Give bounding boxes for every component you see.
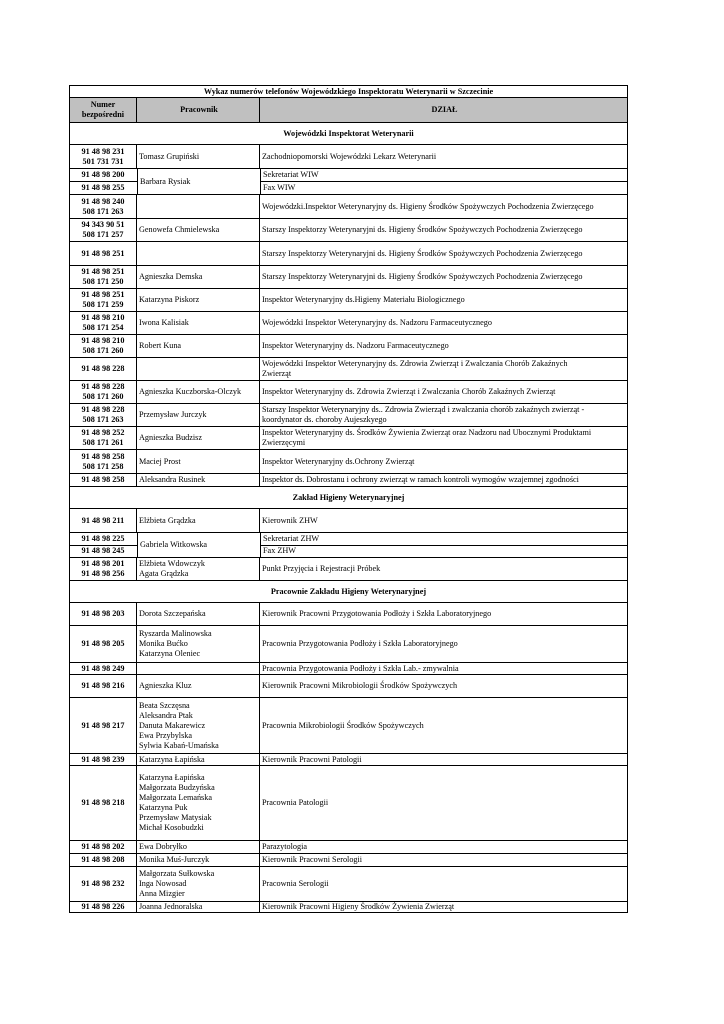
department: Kierownik Pracowni Serologii xyxy=(262,855,363,864)
phone-number: 91 48 98 216 xyxy=(70,675,137,697)
department: Inspektor Weterynaryjny ds. Nadzoru Farmaceutycznego xyxy=(262,341,449,350)
department: Kierownik Pracowni Mikrobiologii Środków Spożywczych xyxy=(262,681,458,690)
phone-number: 91 48 98 228 508 171 263 xyxy=(70,404,137,426)
phone-number: 91 48 98 258 xyxy=(70,474,137,486)
department: Sekretariat ZHW xyxy=(263,533,320,543)
phone-number: 91 48 98 217 xyxy=(70,698,137,753)
table-row xyxy=(70,357,627,380)
department: Parazytologia xyxy=(262,842,308,851)
department: Kierownik ZHW xyxy=(262,515,318,525)
table-row xyxy=(70,508,627,532)
employee-name: Genowefa Chmielewska xyxy=(137,219,260,241)
department: Sekretariat WIW xyxy=(263,170,319,179)
section-header xyxy=(70,486,627,508)
employee-name xyxy=(137,195,260,218)
employee-name: Maciej Prost xyxy=(137,450,260,473)
employee-name: Przemysław Jurczyk xyxy=(137,404,260,426)
department: Starszy Inspektorzy Weterynaryjni ds. Higieny Środków Spożywczych Pochodzenia Zwierzęcego xyxy=(262,272,583,281)
employee-name: Barbara Rysiak xyxy=(138,169,261,194)
table-row xyxy=(70,840,627,853)
department: Inspektor Weterynaryjny ds.Ochrony Zwierząt xyxy=(262,456,415,466)
employee-name xyxy=(137,242,260,265)
employee-name: Katarzyna Łapińska xyxy=(137,754,260,765)
section-header xyxy=(70,580,627,602)
department: Inspektor Weterynaryjny ds. Zdrowia Zwierząt i Zwalczania Chorób Zakaźnych Zwierząt xyxy=(262,387,556,396)
phone-number: 91 48 98 251 xyxy=(70,242,137,265)
phone-number: 91 48 98 258 508 171 258 xyxy=(70,450,137,473)
department: Starszy Inspektorzy Weterynaryjni ds. Higieny Środków Spożywczych Pochodzenia Zwierzęcego xyxy=(262,225,583,234)
header-dept: DZIAŁ xyxy=(260,98,627,122)
employee-name xyxy=(137,663,260,674)
table-row xyxy=(70,853,627,866)
employee-name: Ryszarda Malinowska Monika Bućko Katarzyna Oleniec xyxy=(137,626,260,662)
phone-directory-table xyxy=(69,85,628,913)
table-row xyxy=(70,194,627,218)
table-title-row xyxy=(70,86,627,97)
employee-name: Monika Muś-Jurczyk xyxy=(137,854,260,866)
employee-name: Aleksandra Rusinek xyxy=(137,474,260,486)
phone-number: 91 48 98 251 508 171 250 xyxy=(70,266,137,288)
phone-number: 91 48 98 255 xyxy=(81,183,125,192)
table-row xyxy=(70,602,627,625)
department: Pracownia Przygotowania Podłoży i Szkła Laboratoryjnego xyxy=(262,639,458,648)
table-row xyxy=(70,449,627,473)
department: Fax ZHW xyxy=(263,546,296,556)
employee-name: Beata Szczęsna Aleksandra Ptak Danuta Makarewicz Ewa Przybylska Sylwia Kabań-Umańska xyxy=(137,698,260,753)
employee-name: Katarzyna Piskorz xyxy=(137,289,260,311)
phone-number: 91 48 98 208 xyxy=(70,854,137,866)
table-row xyxy=(70,380,627,403)
department: Pracownia Serologii xyxy=(262,879,329,888)
employee-name: Agnieszka Kuczborska-Olczyk xyxy=(137,381,260,403)
table-row xyxy=(70,697,627,753)
phone-number: 91 48 98 232 xyxy=(70,867,137,901)
phone-number: 91 48 98 226 xyxy=(70,902,137,912)
department: Wojewódzki.Inspektor Weterynaryjny ds. Higieny Środków Spożywczych Pochodzenia Zwierzęcego xyxy=(262,201,594,211)
header-employee: Pracownik xyxy=(137,98,260,122)
phone-number: 91 48 98 239 xyxy=(70,754,137,765)
section-title-wiw: Wojewódzki Inspektorat Weterynarii xyxy=(283,128,414,138)
table-row xyxy=(70,753,627,765)
department: Zachodniopomorski Wojewódzki Lekarz Weterynarii xyxy=(262,151,437,161)
table-row xyxy=(70,241,627,265)
table-row xyxy=(70,473,627,486)
table-row xyxy=(70,866,627,901)
table-row xyxy=(70,557,627,580)
section-title-pzhw: Pracownie Zakładu Higieny Weterynaryjnej xyxy=(270,586,427,596)
department: Punkt Przyjęcia i Rejestracji Próbek xyxy=(262,564,381,573)
phone-number: 91 48 98 225 xyxy=(81,533,125,543)
table-row xyxy=(70,311,627,334)
employee-name: Iwona Kalisiak xyxy=(137,312,260,334)
department: Fax WIW xyxy=(263,183,296,192)
department: Pracownia Mikrobiologii Środków Spożywczych xyxy=(262,720,424,730)
phone-number: 94 343 90 51 508 171 257 xyxy=(70,219,137,241)
header-number: Numer bezpośredni xyxy=(70,98,137,122)
employee-name: Joanna Jednoralska xyxy=(137,902,260,912)
phone-number: 91 48 98 245 xyxy=(81,546,125,556)
table-row xyxy=(70,426,627,449)
table-row xyxy=(70,625,627,662)
phone-number: 91 48 98 202 xyxy=(70,841,137,853)
employee-name xyxy=(137,358,260,380)
phone-number: 91 48 98 201 91 48 98 256 xyxy=(70,558,137,580)
phone-number: 91 48 98 203 xyxy=(70,603,137,625)
table-row xyxy=(70,662,627,674)
phone-number: 91 48 98 249 xyxy=(70,663,137,674)
phone-number: 91 48 98 252 508 171 261 xyxy=(70,427,137,449)
employee-name: Dorota Szczepańska xyxy=(137,603,260,625)
phone-number: 91 48 98 210 508 171 254 xyxy=(70,312,137,334)
section-title-zhw: Zakład Higieny Weterynaryjnej xyxy=(292,492,405,502)
table-row xyxy=(70,532,627,557)
department: Inspektor ds. Dobrostanu i ochrony zwierząt w ramach kontroli wymogów wzajemnej zgodności xyxy=(262,475,579,484)
department: Pracownia Przygotowania Podłoży i Szkła Lab.- zmywalnia xyxy=(262,663,459,673)
department: Kierownik Pracowni Higieny Środków Żywienia Zwierząt xyxy=(262,902,455,911)
table-row xyxy=(70,144,627,168)
department: Wojewódzki Inspektor Weterynaryjny ds. Zdrowia Zwierząt i Zwalczania Chorób Zakaźnych Zwierząt xyxy=(262,359,568,378)
department: Kierownik Pracowni Przygotowania Podłoży i Szkła Laboratoryjnego xyxy=(262,609,492,618)
employee-name: Małgorzata Sułkowska Inga Nowosad Anna Mizgier xyxy=(137,867,260,901)
department: Pracownia Patologii xyxy=(262,798,329,807)
department: Inspektor Weterynaryjny ds. Środków Żywienia Zwierząt oraz Nadzoru nad Ubocznymi Produktami Zwierzęcymi xyxy=(262,428,592,447)
phone-number: 91 48 98 228 508 171 260 xyxy=(70,381,137,403)
employee-name: Gabriela Witkowska xyxy=(138,533,261,557)
table-row xyxy=(70,265,627,288)
section-header xyxy=(70,122,627,144)
table-title: Wykaz numerów telefonów Wojewódzkiego Inspektoratu Weterynarii w Szczecinie xyxy=(203,86,494,96)
phone-number: 91 48 98 211 xyxy=(70,509,137,532)
department: Starszy Inspektor Weterynaryjny ds.. Zdrowia Zwierząd i zwalczania chorób zakaźnych zwierząt - koordynator ds. choroby Aujeszkyego xyxy=(262,405,585,424)
header-row xyxy=(70,97,627,122)
table-row xyxy=(70,901,627,912)
employee-name: Katarzyna Łapińska Małgorzata Budzyńska Małgorzata Lemańska Katarzyna Puk Przemysław Matysiak Michał Kosobudzki xyxy=(137,766,260,840)
employee-name: Elżbieta Grądzka xyxy=(137,509,260,532)
employee-name: Agnieszka Kluz xyxy=(137,675,260,697)
department: Inspektor Weterynaryjny ds.Higieny Materiału Biologicznego xyxy=(262,295,465,304)
table-row xyxy=(70,765,627,840)
department: Starszy Inspektorzy Weterynaryjni ds. Higieny Środków Spożywczych Pochodzenia Zwierzęcego xyxy=(262,248,583,258)
phone-number: 91 48 98 240 508 171 263 xyxy=(70,195,137,218)
employee-name: Agnieszka Demska xyxy=(137,266,260,288)
employee-name: Ewa Dobryłko xyxy=(137,841,260,853)
employee-name: Agnieszka Budzisz xyxy=(137,427,260,449)
table-row xyxy=(70,168,627,194)
phone-number: 91 48 98 251 508 171 259 xyxy=(70,289,137,311)
department: Kierownik Pracowni Patologii xyxy=(262,754,362,764)
table-row xyxy=(70,288,627,311)
employee-name: Robert Kuna xyxy=(137,335,260,357)
department: Wojewódzki Inspektor Weterynaryjny ds. Nadzoru Farmaceutycznego xyxy=(262,318,492,327)
phone-number: 91 48 98 205 xyxy=(70,626,137,662)
table-row xyxy=(70,674,627,697)
table-row xyxy=(70,218,627,241)
phone-number: 91 48 98 200 xyxy=(81,170,125,179)
phone-number: 91 48 98 218 xyxy=(70,766,137,840)
phone-number: 91 48 98 228 xyxy=(70,358,137,380)
employee-name: Tomasz Grupiński xyxy=(137,145,260,168)
table-row xyxy=(70,334,627,357)
phone-number: 91 48 98 210 508 171 260 xyxy=(70,335,137,357)
employee-name: Elżbieta Wdowczyk Agata Grądzka xyxy=(137,558,260,580)
phone-number: 91 48 98 231 501 731 731 xyxy=(70,145,137,168)
table-row xyxy=(70,403,627,426)
